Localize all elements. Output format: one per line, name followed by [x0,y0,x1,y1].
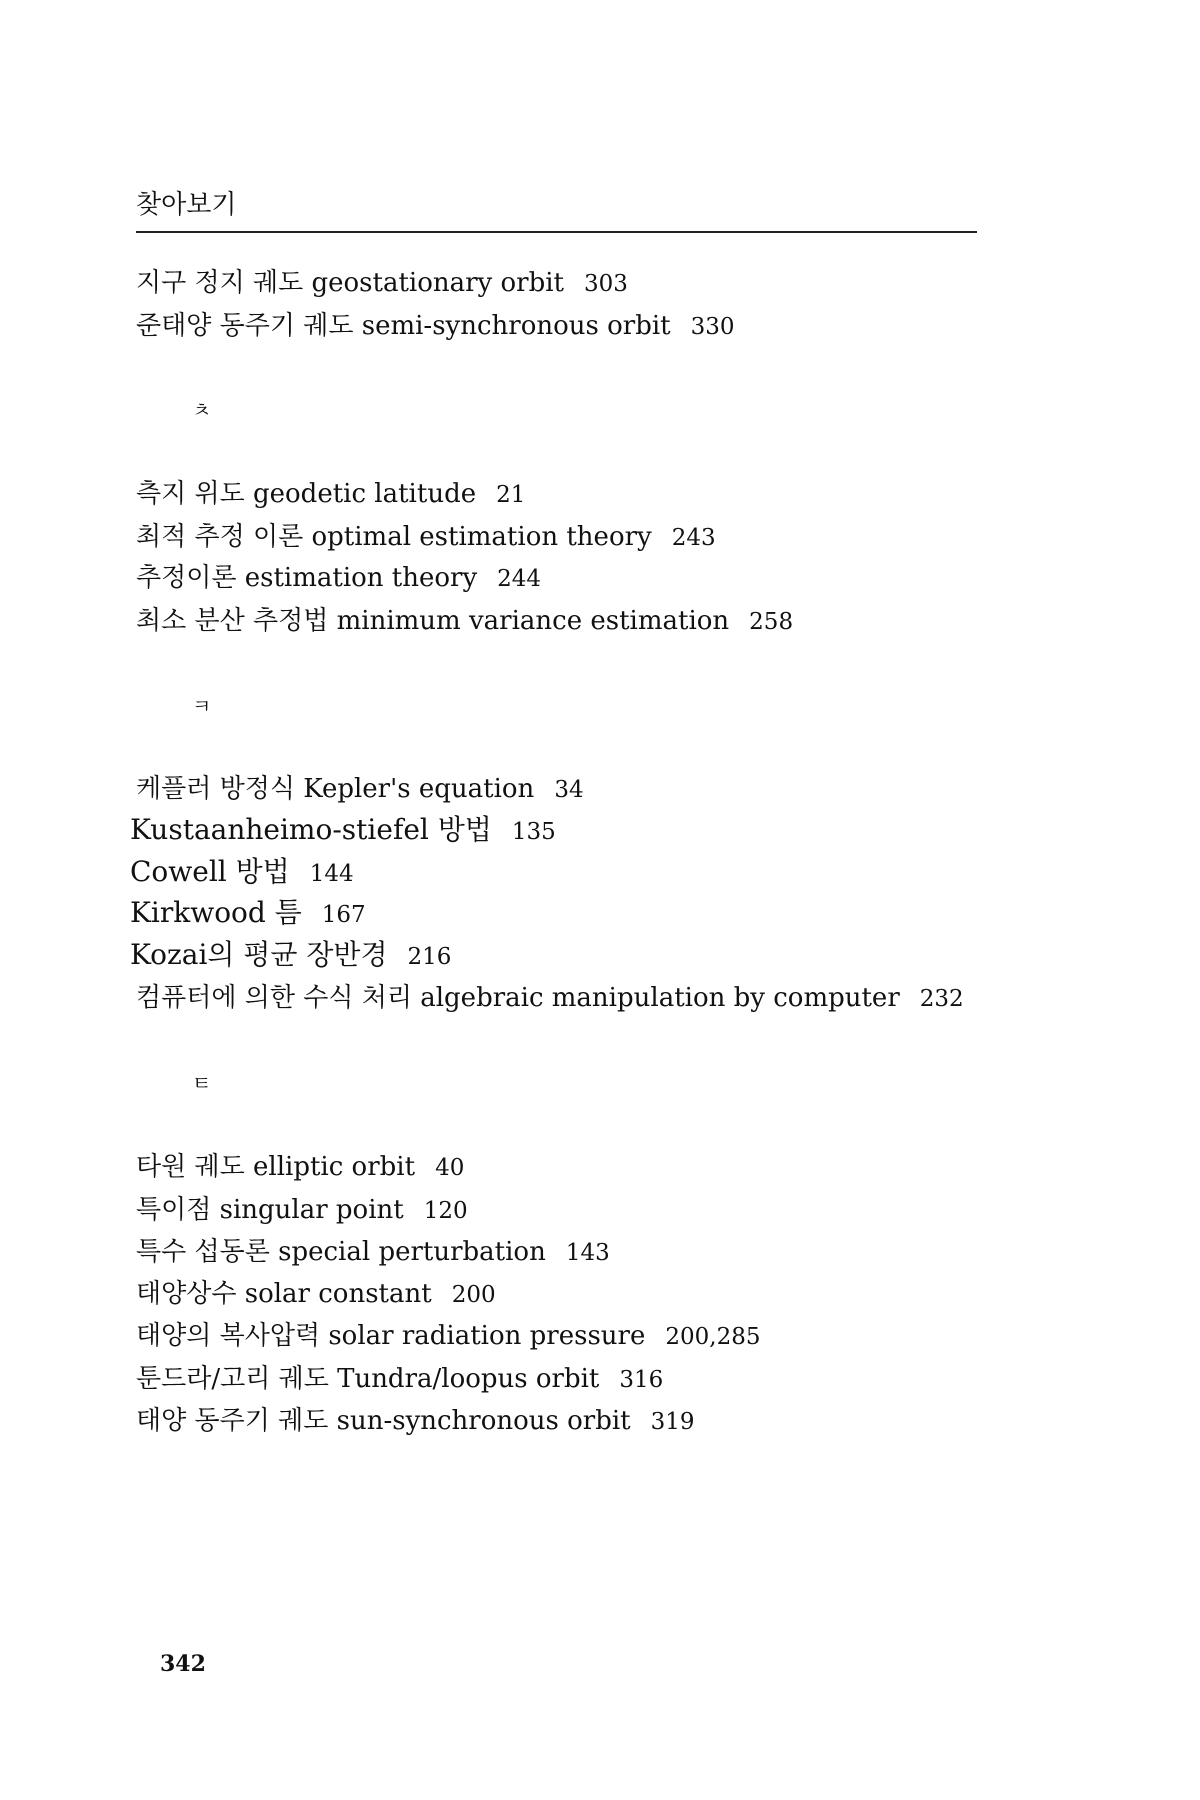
index-term: 최소 분산 추정법 minimum variance estimation [136,606,730,636]
running-header: 찾아보기 [136,190,237,220]
index-term: Kirkwood 틈 [130,896,302,929]
index-pages: 243 [671,525,716,551]
index-entry [136,1404,695,1439]
index-entry [130,896,366,932]
index-term: 태양 동주기 궤도 sun-synchronous orbit [136,1406,631,1436]
index-pages: 216 [407,944,452,970]
section-letter: ㅌ [192,1071,212,1095]
index-entry [136,266,628,301]
index-term: 추정이론 estimation theory [136,563,478,593]
index-pages: 200 [451,1282,496,1308]
index-term: 특이점 singular point [136,1195,404,1225]
section-letter: ㅋ [192,694,212,718]
index-pages: 143 [565,1240,610,1266]
index-entry [136,1235,610,1270]
index-entry [136,1193,468,1228]
index-pages: 244 [497,566,542,592]
index-entry [136,520,716,555]
index-pages: 316 [619,1367,664,1393]
index-term: 측지 위도 geodetic latitude [136,479,477,509]
section-letter: ㅊ [192,398,212,422]
index-entry [136,561,541,596]
index-pages: 258 [749,609,794,635]
index-term: 타원 궤도 elliptic orbit [136,1152,416,1182]
index-pages: 303 [584,271,628,297]
index-term: Cowell 방법 [130,855,290,888]
index-term: 태양상수 solar constant [136,1279,432,1309]
index-term: 지구 정지 궤도 geostationary orbit [136,268,564,298]
index-term: 준태양 동주기 궤도 semi-synchronous orbit [136,311,671,341]
index-entry [130,938,451,974]
index-pages: 34 [554,777,584,803]
index-term: 특수 섭동론 special perturbation [136,1237,546,1267]
index-term: 툰드라/고리 궤도 Tundra/loopus orbit [136,1364,600,1394]
index-pages: 144 [309,861,354,887]
index-pages: 330 [690,314,735,340]
index-term: 태양의 복사압력 solar radiation pressure [136,1321,646,1351]
index-term: Kozai의 평균 장반경 [130,938,388,971]
index-entry [136,604,793,639]
index-entry [136,1277,496,1312]
index-entry [136,981,964,1016]
index-pages: 135 [511,819,556,845]
index-pages: 232 [919,986,964,1012]
index-entry [136,477,525,512]
index-pages: 319 [650,1409,695,1435]
index-term: Kustaanheimo-stiefel 방법 [130,813,492,846]
index-pages: 40 [435,1155,465,1181]
index-entry [136,309,735,344]
index-term: 최적 추정 이론 optimal estimation theory [136,522,652,552]
index-entry [136,1362,663,1397]
page-number: 342 [160,1651,206,1677]
index-entry [136,1150,464,1185]
index-pages: 167 [321,902,366,928]
index-term: 케플러 방정식 Kepler's equation [136,774,535,804]
header-rule [136,231,977,233]
index-entry [136,772,584,807]
index-pages: 120 [423,1198,468,1224]
index-entry [130,813,556,849]
index-entry [136,1319,761,1354]
index-pages: 200,285 [665,1324,761,1350]
index-entry [130,855,354,891]
index-term: 컴퓨터에 의한 수식 처리 algebraic manipulation by computer [136,983,900,1013]
index-pages: 21 [496,482,526,508]
